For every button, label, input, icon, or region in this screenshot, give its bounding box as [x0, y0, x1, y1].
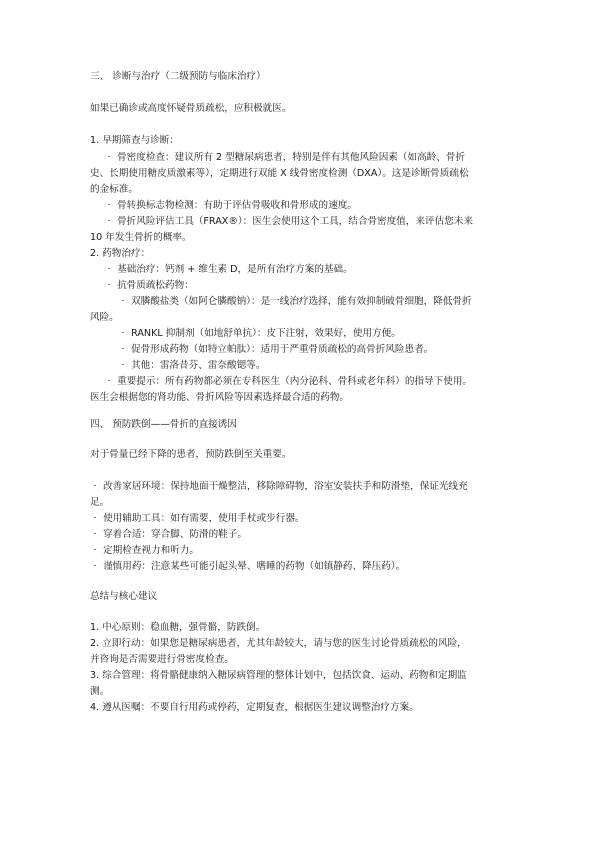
bullet-icon: ·: [107, 152, 111, 163]
list-item-basic: · 基础治疗：钙剂 + 维生素 D，是所有治疗方案的基础。: [104, 264, 353, 276]
list-item-bmd: · 骨密度检查：建议所有 2 型糖尿病患者，特别是伴有其他风险因素（如高龄、骨折: [104, 152, 465, 164]
list-item-bmd-cont2: 的金标准。: [90, 184, 138, 195]
list-item-promote: · 促骨形成药物（如特立帕肽）：适用于严重骨质疏松的高骨折风险患者。: [118, 344, 433, 356]
bullet-icon: ·: [107, 216, 111, 227]
bullet-icon: ·: [121, 328, 125, 339]
summary-point-1: 1. 中心原则：稳血糖，强骨骼，防跌倒。: [90, 622, 266, 633]
bullet-icon: ·: [93, 561, 97, 572]
section-3-title: 三、 诊断与治疗（二级预防与临床治疗）: [90, 71, 266, 82]
list-item-bmd-cont: 史、长期使用糖皮质激素等），定期进行双能 X 线骨密度检测（DXA）。这是诊断骨质疏松: [90, 168, 469, 179]
bullet-icon: ·: [93, 529, 97, 540]
summary-point-3: 3. 综合管理：将骨骼健康纳入糖尿病管理的整体计划中，包括饮食、运动、药物和定期监: [90, 670, 467, 681]
list-item-tip-cont: 医生会根据您的肾功能、骨折风险等因素选择最合适的药物。: [90, 392, 350, 403]
list-item-bisphosphonate-cont: 风险。: [90, 312, 119, 323]
list-item-tip: · 重要提示：所有药物都必须在专科医生（内分泌科、骨科或老年科）的指导下使用。: [104, 376, 472, 388]
list-item-home-cont: 足。: [90, 497, 110, 508]
list-item-aid: · 使用辅助工具：如有需要，使用手杖或步行器。: [90, 513, 305, 525]
bullet-icon: ·: [93, 513, 97, 524]
section-3-intro: 如果已确诊或高度怀疑骨质疏松，应积极就医。: [90, 103, 292, 114]
bullet-icon: ·: [107, 376, 111, 387]
item-1-title: 1. 早期筛查与诊断：: [90, 135, 179, 146]
list-item-wear: · 穿着合适：穿合脚、防滑的鞋子。: [90, 529, 247, 541]
summary-title: 总结与核心建议: [90, 591, 158, 602]
summary-point-2: 2. 立即行动：如果您是糖尿病患者，尤其年龄较大，请与您的医生讨论骨质疏松的风险，: [90, 638, 467, 649]
list-item-anti: · 抗骨质疏松药物：: [104, 280, 194, 292]
bullet-icon: ·: [121, 360, 125, 371]
summary-point-4: 4. 遵从医嘱：不要自行用药或停药，定期复查，根据医生建议调整治疗方案。: [90, 702, 419, 713]
list-item-check: · 定期检查视力和听力。: [90, 545, 199, 557]
list-item-drug: · 谨慎用药：注意某些可能引起头晕、嗜睡的药物（如镇静药、降压药）。: [90, 561, 405, 573]
list-item-rankl: · RANKL 抑制剂（如地舒单抗）：皮下注射，效果好，使用方便。: [118, 328, 401, 340]
list-item-home: · 改善家居环境：保持地面干燥整洁，移除障碍物，浴室安装扶手和防滑垫，保证光线充: [90, 481, 468, 493]
bullet-icon: ·: [107, 264, 111, 275]
list-item-bisphosphonate: · 双膦酸盐类（如阿仑膦酸钠）：是一线治疗选择，能有效抑制破骨细胞，降低骨折: [118, 296, 472, 308]
list-item-marker: · 骨转换标志物检测：有助于评估骨吸收和骨形成的速度。: [104, 200, 357, 212]
bullet-icon: ·: [121, 344, 125, 355]
bullet-icon: ·: [93, 481, 97, 492]
bullet-icon: ·: [107, 200, 111, 211]
bullet-icon: ·: [121, 296, 125, 307]
summary-point-2-cont: 并咨询是否需要进行骨密度检查。: [90, 654, 234, 665]
bullet-icon: ·: [93, 545, 97, 556]
summary-point-3-cont: 测。: [90, 686, 110, 697]
list-item-frax: · 骨折风险评估工具（FRAX®）：医生会使用这个工具，结合骨密度值，来评估您未来: [104, 216, 473, 228]
list-item-frax-cont: 10 年发生骨折的概率。: [90, 232, 192, 243]
list-item-other: · 其他：雷洛昔芬、雷奈酸锶等。: [118, 360, 265, 372]
section-4-intro: 对于骨量已经下降的患者，预防跌倒至关重要。: [90, 449, 292, 460]
bullet-icon: ·: [107, 280, 111, 291]
item-2-title: 2. 药物治疗：: [90, 248, 151, 259]
section-4-title: 四、 预防跌倒——骨折的直接诱因: [90, 419, 237, 430]
